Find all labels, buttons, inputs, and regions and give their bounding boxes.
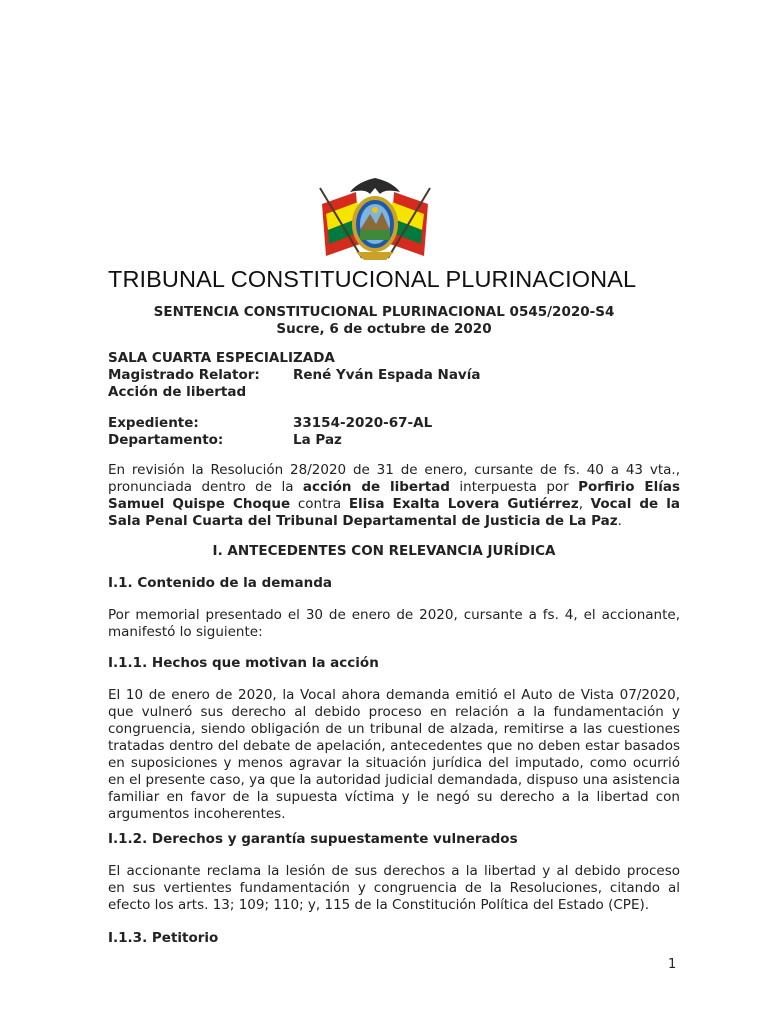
hechos-paragraph bbox=[108, 687, 680, 823]
paragraph-line: manifestó lo siguiente: bbox=[108, 624, 263, 640]
expediente-value: 33154-2020-67-AL bbox=[293, 415, 433, 431]
expediente-label: Expediente: bbox=[108, 415, 199, 431]
paragraph-line: en el presente caso, ya que la autoridad judicial demandada, dispuso una asistencia bbox=[108, 772, 680, 788]
subsection-heading: I.1. Contenido de la demanda bbox=[108, 575, 332, 591]
paragraph-line: tratadas dentro del debate de apelación, antecedentes que no deben estar basados bbox=[108, 738, 680, 754]
coat-of-arms-emblem bbox=[316, 174, 434, 262]
sentence-date: Sucre, 6 de octubre de 2020 bbox=[276, 321, 492, 337]
paragraph-line: argumentos incoherentes. bbox=[108, 806, 286, 822]
paragraph-line: congruencia, siendo obligación de un tribunal de alzada, remitirse a las cuestiones bbox=[108, 721, 680, 737]
memorial-paragraph bbox=[108, 607, 680, 641]
paragraph-line: en sus vertientes fundamentación y congruencia de la Resoluciones, citando al bbox=[108, 880, 680, 896]
departamento-value: La Paz bbox=[293, 432, 342, 448]
magistrado-label: Magistrado Relator: bbox=[108, 367, 260, 383]
intro-line: pronunciada dentro de la acción de libertad interpuesta por Porfirio Elías bbox=[108, 479, 680, 495]
sala-label: SALA CUARTA ESPECIALIZADA bbox=[108, 350, 335, 366]
magistrado-value: René Yván Espada Navía bbox=[293, 367, 481, 383]
page-number: 1 bbox=[668, 957, 677, 972]
paragraph-line: El accionante reclama la lesión de sus derechos a la libertad y al debido proceso bbox=[108, 863, 680, 879]
magistrado-row bbox=[108, 367, 481, 383]
intro-paragraph bbox=[108, 462, 680, 530]
paragraph-line: en suposiciones y menos agravar la situación jurídica del imputado, como ocurrió bbox=[108, 755, 680, 771]
intro-line: Samuel Quispe Choque contra Elisa Exalta Lovera Gutiérrez, Vocal de la bbox=[108, 496, 680, 512]
derechos-paragraph bbox=[108, 863, 680, 914]
paragraph-line: Por memorial presentado el 30 de enero de 2020, cursante a fs. 4, el accionante, bbox=[108, 607, 680, 623]
sentence-number: SENTENCIA CONSTITUCIONAL PLURINACIONAL 0545/2020-S4 bbox=[153, 304, 615, 320]
paragraph-line: El 10 de enero de 2020, la Vocal ahora demanda emitió el Auto de Vista 07/2020, bbox=[108, 687, 680, 703]
intro-line: Sala Penal Cuarta del Tribunal Departamental de Justicia de La Paz. bbox=[108, 513, 622, 529]
court-title: TRIBUNAL CONSTITUCIONAL PLURINACIONAL bbox=[108, 266, 637, 292]
paragraph-line: familiar en favor de la supuesta víctima y le negó su derecho a la libertad con bbox=[108, 789, 680, 805]
paragraph-line: efecto los arts. 13; 109; 110; y, 115 de la Constitución Política del Estado (CPE). bbox=[108, 897, 650, 913]
section-title: I. ANTECEDENTES CON RELEVANCIA JURÍDICA bbox=[212, 543, 556, 559]
paragraph-line: que vulneró sus derecho al debido proceso en relación a la fundamentación y bbox=[108, 704, 680, 720]
accion-type: Acción de libertad bbox=[108, 384, 247, 400]
expediente-row bbox=[108, 415, 433, 431]
subsection-heading: I.1.2. Derechos y garantía supuestamente vulnerados bbox=[108, 831, 518, 847]
subsection-heading: I.1.1. Hechos que motivan la acción bbox=[108, 655, 379, 671]
intro-line: En revisión la Resolución 28/2020 de 31 de enero, cursante de fs. 40 a 43 vta., bbox=[108, 462, 680, 478]
subsection-heading: I.1.3. Petitorio bbox=[108, 930, 219, 946]
departamento-label: Departamento: bbox=[108, 432, 224, 448]
departamento-row bbox=[108, 432, 342, 448]
